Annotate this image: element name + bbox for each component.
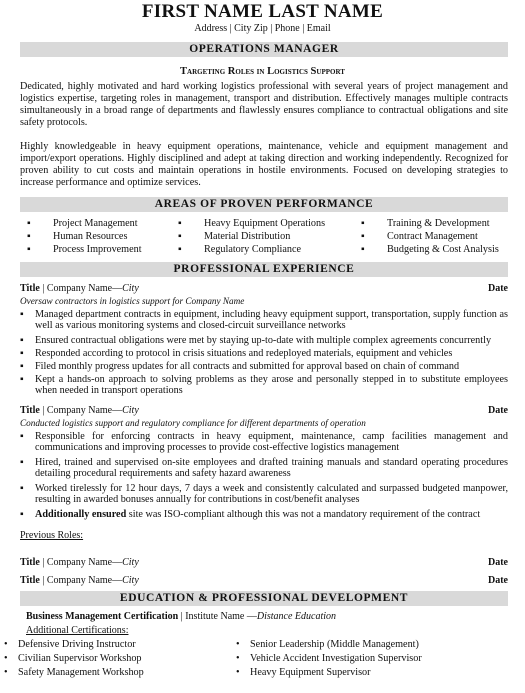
- summary-paragraph-2: Highly knowledgeable in heavy equipment operations, maintenance, vehicle and equipment management and import/export operations. Highly disciplined and adept at taking direction and working independently. Recognized for proven ability to cut costs and maintain operations in hostile environments. Focused on developing strategies to increase performance and optimize services.: [20, 141, 508, 188]
- square-bullet-icon: ▪: [27, 244, 31, 255]
- targeting-subheading: Targeting Roles in Logistics Support: [180, 66, 345, 77]
- job-line: [20, 283, 508, 295]
- job-bullet: ▪ Ensured contractual obligations were met by staying up-to-date with multiple complex agreements concurrently: [20, 335, 492, 346]
- bullet-icon: •: [236, 639, 240, 650]
- resume-page: FIRST NAME LAST NAME Address | City Zip | Phone | Email OPERATIONS MANAGER Targeting Roles in Logistics Support Dedicated, highly motivated and hard working logistics professional with several years of project management and logistics expertise, targeting roles in management, transport and distribution. Effectively manages multiple contracts simultaneously in a broad range of departments and flawlessly ensures compliance to contractual obligations and site safety protocols. Highly knowledgeable in heavy equipment operations, maintenance, vehicle and equipment management and import/export operations. Highly disciplined and adept at taking direction and working independently. Recognized for proven ability to cut costs and maintain operations in hostile environments. Focused on developing strategies to increase performance and optimize services. AREAS OF PROVEN PERFORMANCE ▪ Project Management ▪ Human Resources ▪ Process Improvement ▪ Heavy Equipment Operations ▪ Material Distribution ▪ Regulatory Compliance ▪ Training & Development ▪ Contract Management ▪ Budgeting & Cost Analysis PROFESSIONAL EXPERIENCE Title | Company Name—City Date Oversaw contractors in logistics support for Company Name ▪ Managed department contracts in equipment, including heavy equipment support, transportation, supply function as well as various monitoring systems and closed-circuit surveillance networks ▪ Ensured contractual obligations were met by staying up-to-date with multiple complex agreements concurrently ▪ Responded according to protocol in crisis situations and redeployed materials, equipment and vehicles ▪ Filed monthly progress updates for all contracts and submitted for approval based on chain of command ▪ Kept a hands-on approach to solving problems as they arose and personally stepped in to substitute employees when needed in transport operations Title | Company Name—City Date Conducted logistics support and regulatory compliance for different departments of operation ▪ Responsible for enforcing contracts in heavy equipment, maintenance, camp facilities management and communications and improving processes to provide cost-effective logistics management ▪ Hired, trained and supervised on-site employees and drafted training manuals and standard operating procedures detailing procedural requirements and safety hazard awareness ▪ Worked tirelessly for 12 hour days, 7 days a week and consistently calculated and surpassed budgeted manpower, resulting in awarded bonuses annually for contributions in cost/benefit analyses ▪ Additionally ensured site was ISO-compliant although this was not a mandatory requirement of the contract Previous Roles: Title | Company Name—City Date Title | Company Name—City Date EDUCATION & PROFESSIONAL DEVELOPMENT Business Management Certification | Institute Name —Distance Education Additional Certifications: • Defensive Driving Instructor • Civilian Supervisor Workshop • Safety Management Workshop • Senior Leadership (Middle Management) • Vehicle Accident Investigation Supervisor • Heavy Equipment Supervisor: [0, 0, 525, 693]
- job-description: Conducted logistics support and regulatory compliance for different departments of operation: [20, 418, 366, 428]
- education-mode: Distance Education: [256, 611, 337, 622]
- job-bullet: ▪ Filed monthly progress updates for all contracts and submitted for approval based on chain of command: [20, 361, 460, 372]
- square-bullet-icon: ▪: [20, 483, 24, 494]
- company-name: | Company Name—: [39, 575, 123, 586]
- certification-line: [26, 611, 506, 623]
- job-title: Title: [20, 283, 40, 294]
- square-bullet-icon: ▪: [361, 244, 365, 255]
- bullet-icon: •: [4, 653, 8, 664]
- summary-paragraph-1: Dedicated, highly motivated and hard working logistics professional with several years of project management and logistics expertise, targeting roles in management, transport and distribution. Effectively manages multiple contracts simultaneously in a broad range of departments and flawlessly ensures compliance to contractual obligations and site safety protocols.: [20, 81, 508, 128]
- company-name: | Company Name—: [39, 405, 123, 416]
- job-title-bar: OPERATIONS MANAGER: [20, 42, 508, 57]
- emphasis-text: Additionally ensured: [35, 509, 127, 520]
- job-date: Date: [488, 405, 508, 416]
- company-name: | Company Name—: [39, 557, 123, 568]
- job-bullet: ▪ Responded according to protocol in crisis situations and redeployed materials, equipment and vehicles: [20, 348, 453, 359]
- contact-line: Address | City Zip | Phone | Email: [194, 23, 331, 34]
- square-bullet-icon: ▪: [20, 361, 24, 372]
- job-bullet: ▪ Worked tirelessly for 12 hour days, 7 days a week and consistently calculated and surpassed budgeted manpower, resulting in awarded bonuses annually for contributions in cost/benefit analyses: [20, 483, 508, 506]
- bullet-icon: •: [4, 667, 8, 678]
- company-city: City: [122, 557, 139, 568]
- job-title: Title: [20, 575, 40, 586]
- job-date: Date: [488, 575, 508, 586]
- square-bullet-icon: ▪: [20, 457, 24, 468]
- square-bullet-icon: ▪: [361, 231, 365, 242]
- education-heading-bar: EDUCATION & PROFESSIONAL DEVELOPMENT: [20, 591, 508, 606]
- institute-name: | Institute Name —: [178, 611, 257, 622]
- job-title: Title: [20, 557, 40, 568]
- job-bullet: ▪ Kept a hands-on approach to solving problems as they arose and personally stepped in to substitute employees when needed in transport operations: [20, 374, 508, 397]
- job-bullet: ▪ Hired, trained and supervised on-site employees and drafted training manuals and standard operating procedures detailing procedural requirements and safety hazard awareness: [20, 457, 508, 480]
- square-bullet-icon: ▪: [20, 309, 24, 320]
- square-bullet-icon: ▪: [20, 348, 24, 359]
- company-city: City: [122, 405, 139, 416]
- skills-heading-bar: AREAS OF PROVEN PERFORMANCE: [20, 197, 508, 212]
- square-bullet-icon: ▪: [178, 244, 182, 255]
- bullet-icon: •: [236, 667, 240, 678]
- company-name: | Company Name—: [39, 283, 123, 294]
- square-bullet-icon: ▪: [20, 509, 24, 520]
- square-bullet-icon: ▪: [20, 431, 24, 442]
- square-bullet-icon: ▪: [20, 374, 24, 385]
- previous-role-line: [20, 575, 508, 587]
- job-bullet: ▪ Responsible for enforcing contracts in heavy equipment, maintenance, camp facilities management and communications and improving processes to provide cost-effective logistics management: [20, 431, 508, 454]
- square-bullet-icon: ▪: [178, 218, 182, 229]
- additional-certifications-label: Additional Certifications:: [26, 625, 129, 636]
- previous-role-line: [20, 557, 508, 569]
- bullet-icon: •: [236, 653, 240, 664]
- square-bullet-icon: ▪: [27, 231, 31, 242]
- company-city: City: [122, 575, 139, 586]
- job-title: Title: [20, 405, 40, 416]
- experience-heading-bar: PROFESSIONAL EXPERIENCE: [20, 262, 508, 277]
- square-bullet-icon: ▪: [20, 335, 24, 346]
- square-bullet-icon: ▪: [361, 218, 365, 229]
- job-bullet: ▪ Managed department contracts in equipment, including heavy equipment support, transportation, supply function as well as various monitoring systems and closed-circuit surveillance networks: [20, 309, 508, 332]
- company-city: City: [122, 283, 139, 294]
- certification-name: Business Management Certification: [26, 611, 179, 622]
- candidate-name: FIRST NAME LAST NAME: [141, 1, 384, 22]
- job-description: Oversaw contractors in logistics support for Company Name: [20, 296, 245, 306]
- job-date: Date: [488, 283, 508, 294]
- square-bullet-icon: ▪: [178, 231, 182, 242]
- bullet-icon: •: [4, 639, 8, 650]
- previous-roles-label: Previous Roles:: [20, 530, 84, 541]
- job-bullet: ▪ Additionally ensured site was ISO-compliant although this was not a mandatory requirement of the contract: [20, 509, 481, 520]
- job-date: Date: [488, 557, 508, 568]
- job-line: [20, 405, 508, 417]
- square-bullet-icon: ▪: [27, 218, 31, 229]
